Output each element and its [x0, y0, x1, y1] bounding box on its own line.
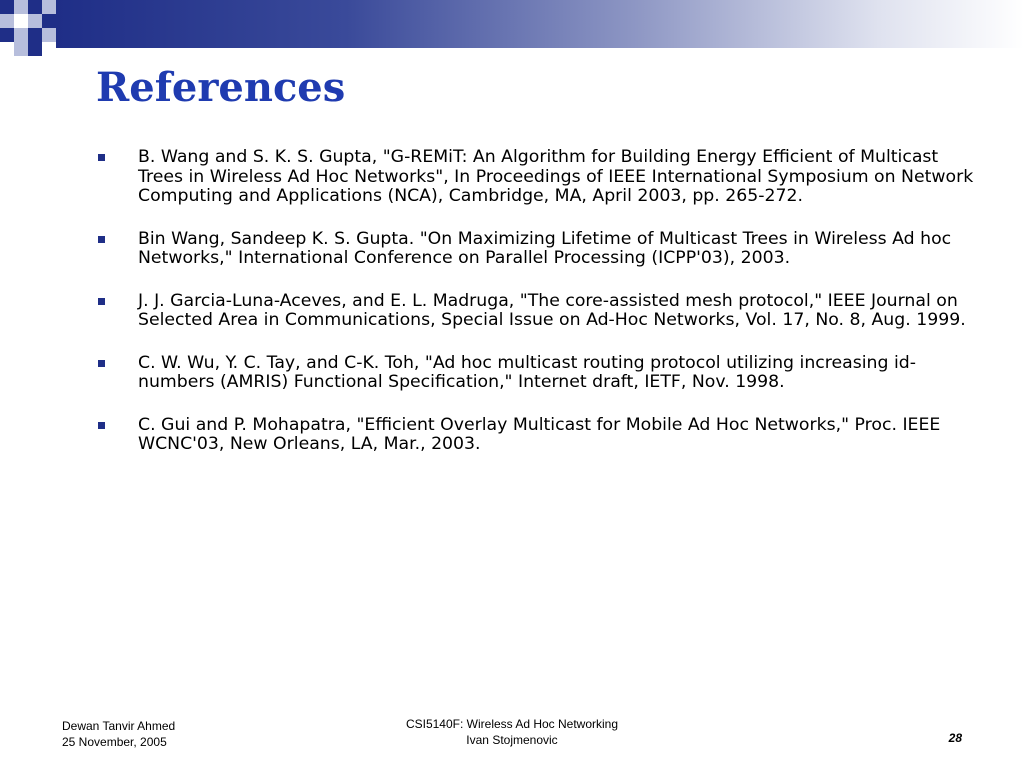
- square-bullet-icon: [98, 154, 105, 161]
- footer-author: Dewan Tanvir Ahmed: [62, 719, 176, 733]
- reference-text: J. J. Garcia-Luna-Aceves, and E. L. Madruga, "The core-assisted mesh protocol," IEEE Journal on Selected Area in Communications, Special Issue on Ad-Hoc Networks, Vol. 17, No. 8, Aug. 1999.: [138, 290, 966, 330]
- reference-item: [96, 230, 976, 269]
- slide-title: References: [96, 64, 346, 111]
- square-bullet-icon: [98, 236, 105, 243]
- square-bullet-icon: [98, 298, 105, 305]
- reference-list: [96, 148, 976, 478]
- footer-course-block: [362, 716, 662, 748]
- reference-item: [96, 354, 976, 393]
- reference-text: B. Wang and S. K. S. Gupta, "G-REMiT: An Algorithm for Building Energy Efficient of Multicast Trees in Wireless Ad Hoc Networks", In Proceedings of IEEE International Symposium on Network Computing and Applications (NCA), Cambridge, MA, April 2003, pp. 265-272.: [138, 147, 974, 206]
- reference-text: Bin Wang, Sandeep K. S. Gupta. "On Maximizing Lifetime of Multicast Trees in Wireless Ad hoc Networks," International Conference on Parallel Processing (ICPP'03), 2003.: [138, 228, 952, 268]
- footer-instructor: Ivan Stojmenovic: [466, 733, 558, 747]
- reference-text: C. W. Wu, Y. C. Tay, and C-K. Toh, "Ad hoc multicast routing protocol utilizing increasing id-numbers (AMRIS) Functional Specification," Internet draft, IETF, Nov. 1998.: [138, 352, 916, 392]
- square-bullet-icon: [98, 422, 105, 429]
- reference-text: C. Gui and P. Mohapatra, "Efficient Overlay Multicast for Mobile Ad Hoc Networks," Proc. IEEE WCNC'03, New Orleans, LA, Mar., 2003.: [138, 414, 941, 454]
- footer-date: 25 November, 2005: [62, 735, 167, 749]
- footer-course: CSI5140F: Wireless Ad Hoc Networking: [405, 717, 619, 731]
- square-bullet-icon: [98, 360, 105, 367]
- reference-item: [96, 292, 976, 331]
- footer-author-block: [62, 718, 175, 750]
- header-gradient-bar: [56, 0, 1024, 48]
- page-number: 28: [948, 731, 962, 745]
- reference-item: [96, 416, 976, 455]
- reference-item: [96, 148, 976, 207]
